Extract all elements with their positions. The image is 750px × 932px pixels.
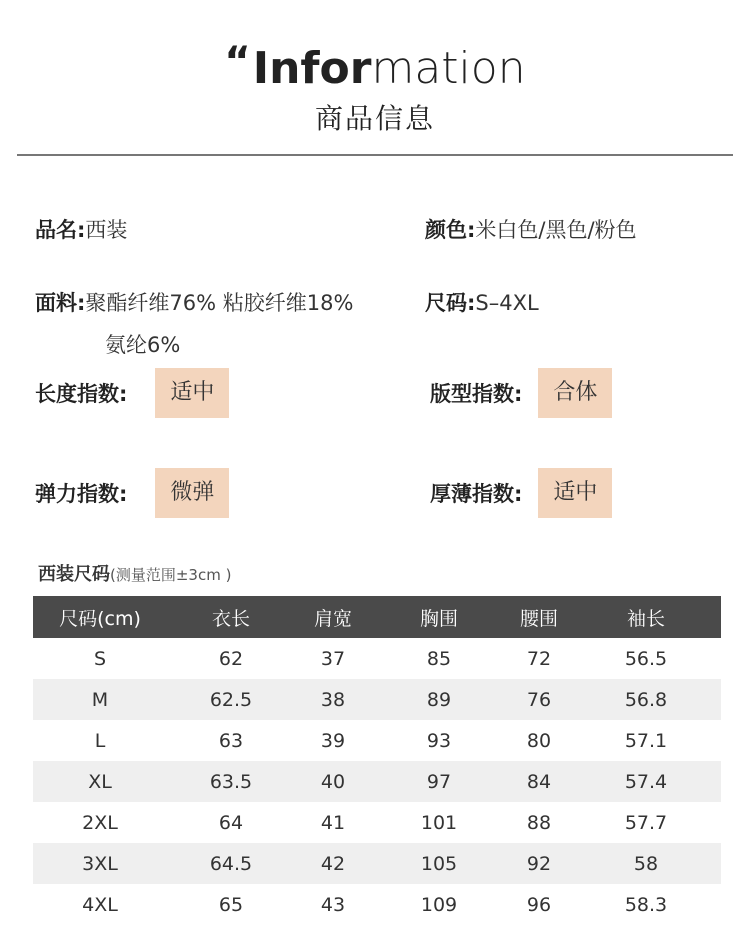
title-light: mation xyxy=(371,43,526,94)
table-cell: 56.5 xyxy=(624,647,668,670)
elastic-tag: 微弹 xyxy=(155,468,229,518)
table-cell: 101 xyxy=(420,811,458,834)
table-cell: 37 xyxy=(320,647,346,670)
thickness-index xyxy=(430,468,612,518)
name-value: 西装 xyxy=(85,218,128,242)
size-chart-note: (测量范围±3cm ) xyxy=(110,566,232,584)
size-table xyxy=(33,596,721,925)
table-cell: 62 xyxy=(218,647,244,670)
table-cell: 4XL xyxy=(82,893,118,916)
table-cell: 63 xyxy=(218,729,244,752)
table-cell: 64.5 xyxy=(209,852,253,875)
header-divider xyxy=(17,154,733,156)
table-cell: 89 xyxy=(426,688,452,711)
length-label: 长度指数: xyxy=(35,382,128,406)
table-cell: XL xyxy=(88,770,112,793)
table-cell: S xyxy=(93,647,107,670)
table-cell: 58 xyxy=(633,852,659,875)
table-cell: 40 xyxy=(320,770,346,793)
table-cell: 57.4 xyxy=(624,770,668,793)
table-cell: 72 xyxy=(526,647,552,670)
header-cell: 尺码(cm) xyxy=(59,607,141,630)
fabric-value: 聚酯纤维76% 粘胶纤维18% xyxy=(85,291,354,315)
table-cell: 62.5 xyxy=(209,688,253,711)
header xyxy=(0,34,750,137)
table-cell: 84 xyxy=(526,770,552,793)
title-bold: Infor xyxy=(252,43,372,94)
table-cell: 58.3 xyxy=(624,893,668,916)
table-row xyxy=(33,761,721,802)
table-cell: 97 xyxy=(426,770,452,793)
header-cell: 袖长 xyxy=(626,607,665,630)
table-cell: 85 xyxy=(426,647,452,670)
table-cell: 109 xyxy=(420,893,458,916)
size-chart-name: 西装尺码 xyxy=(38,564,110,585)
elastic-label: 弹力指数: xyxy=(35,482,128,506)
quote-mark: “ xyxy=(224,39,251,85)
size-label: 尺码: xyxy=(425,291,476,315)
table-cell: 43 xyxy=(320,893,346,916)
table-row xyxy=(33,720,721,761)
table-cell: 39 xyxy=(320,729,346,752)
header-cell: 腰围 xyxy=(519,607,558,630)
table-row xyxy=(33,679,721,720)
header-cell: 胸围 xyxy=(419,607,458,630)
table-cell: 57.7 xyxy=(624,811,668,834)
header-cell: 肩宽 xyxy=(313,607,352,630)
table-cell: 65 xyxy=(218,893,244,916)
table-cell: 93 xyxy=(426,729,452,752)
page-subtitle: 商品信息 xyxy=(314,102,435,135)
thickness-label: 厚薄指数: xyxy=(430,482,523,506)
page-title xyxy=(0,34,750,97)
fit-index xyxy=(430,368,612,418)
table-cell: 38 xyxy=(320,688,346,711)
elastic-index xyxy=(35,468,229,518)
table-cell: M xyxy=(91,688,109,711)
fit-label: 版型指数: xyxy=(430,382,523,406)
table-cell: 3XL xyxy=(82,852,118,875)
name-label: 品名: xyxy=(35,218,86,242)
table-cell: 96 xyxy=(526,893,552,916)
info-fabric xyxy=(35,288,353,318)
table-cell: 56.8 xyxy=(624,688,668,711)
table-cell: 63.5 xyxy=(209,770,253,793)
size-value: S–4XL xyxy=(475,291,539,315)
length-index xyxy=(35,368,229,418)
header-cell: 衣长 xyxy=(211,607,250,630)
color-value: 米白色/黑色/粉色 xyxy=(475,218,637,242)
fabric-label: 面料: xyxy=(35,291,86,315)
table-cell: 64 xyxy=(218,811,244,834)
info-name xyxy=(35,215,127,245)
table-cell: 88 xyxy=(526,811,552,834)
table-cell: 92 xyxy=(526,852,552,875)
table-row xyxy=(33,638,721,679)
table-row xyxy=(33,884,721,925)
table-cell: 76 xyxy=(526,688,552,711)
table-row xyxy=(33,843,721,884)
table-cell: 80 xyxy=(526,729,552,752)
table-row xyxy=(33,802,721,843)
table-cell: 2XL xyxy=(82,811,118,834)
table-cell: 57.1 xyxy=(624,729,668,752)
size-chart-title xyxy=(38,560,231,586)
info-color xyxy=(425,215,637,245)
table-cell: 41 xyxy=(320,811,346,834)
color-label: 颜色: xyxy=(425,218,476,242)
thickness-tag: 适中 xyxy=(538,468,612,518)
info-size xyxy=(425,288,539,318)
table-header xyxy=(33,596,721,638)
table-cell: L xyxy=(94,729,106,752)
table-cell: 105 xyxy=(420,852,458,875)
fabric-value-line2: 氨纶6% xyxy=(105,333,181,357)
fit-tag: 合体 xyxy=(538,368,612,418)
table-cell: 42 xyxy=(320,852,346,875)
length-tag: 适中 xyxy=(155,368,229,418)
